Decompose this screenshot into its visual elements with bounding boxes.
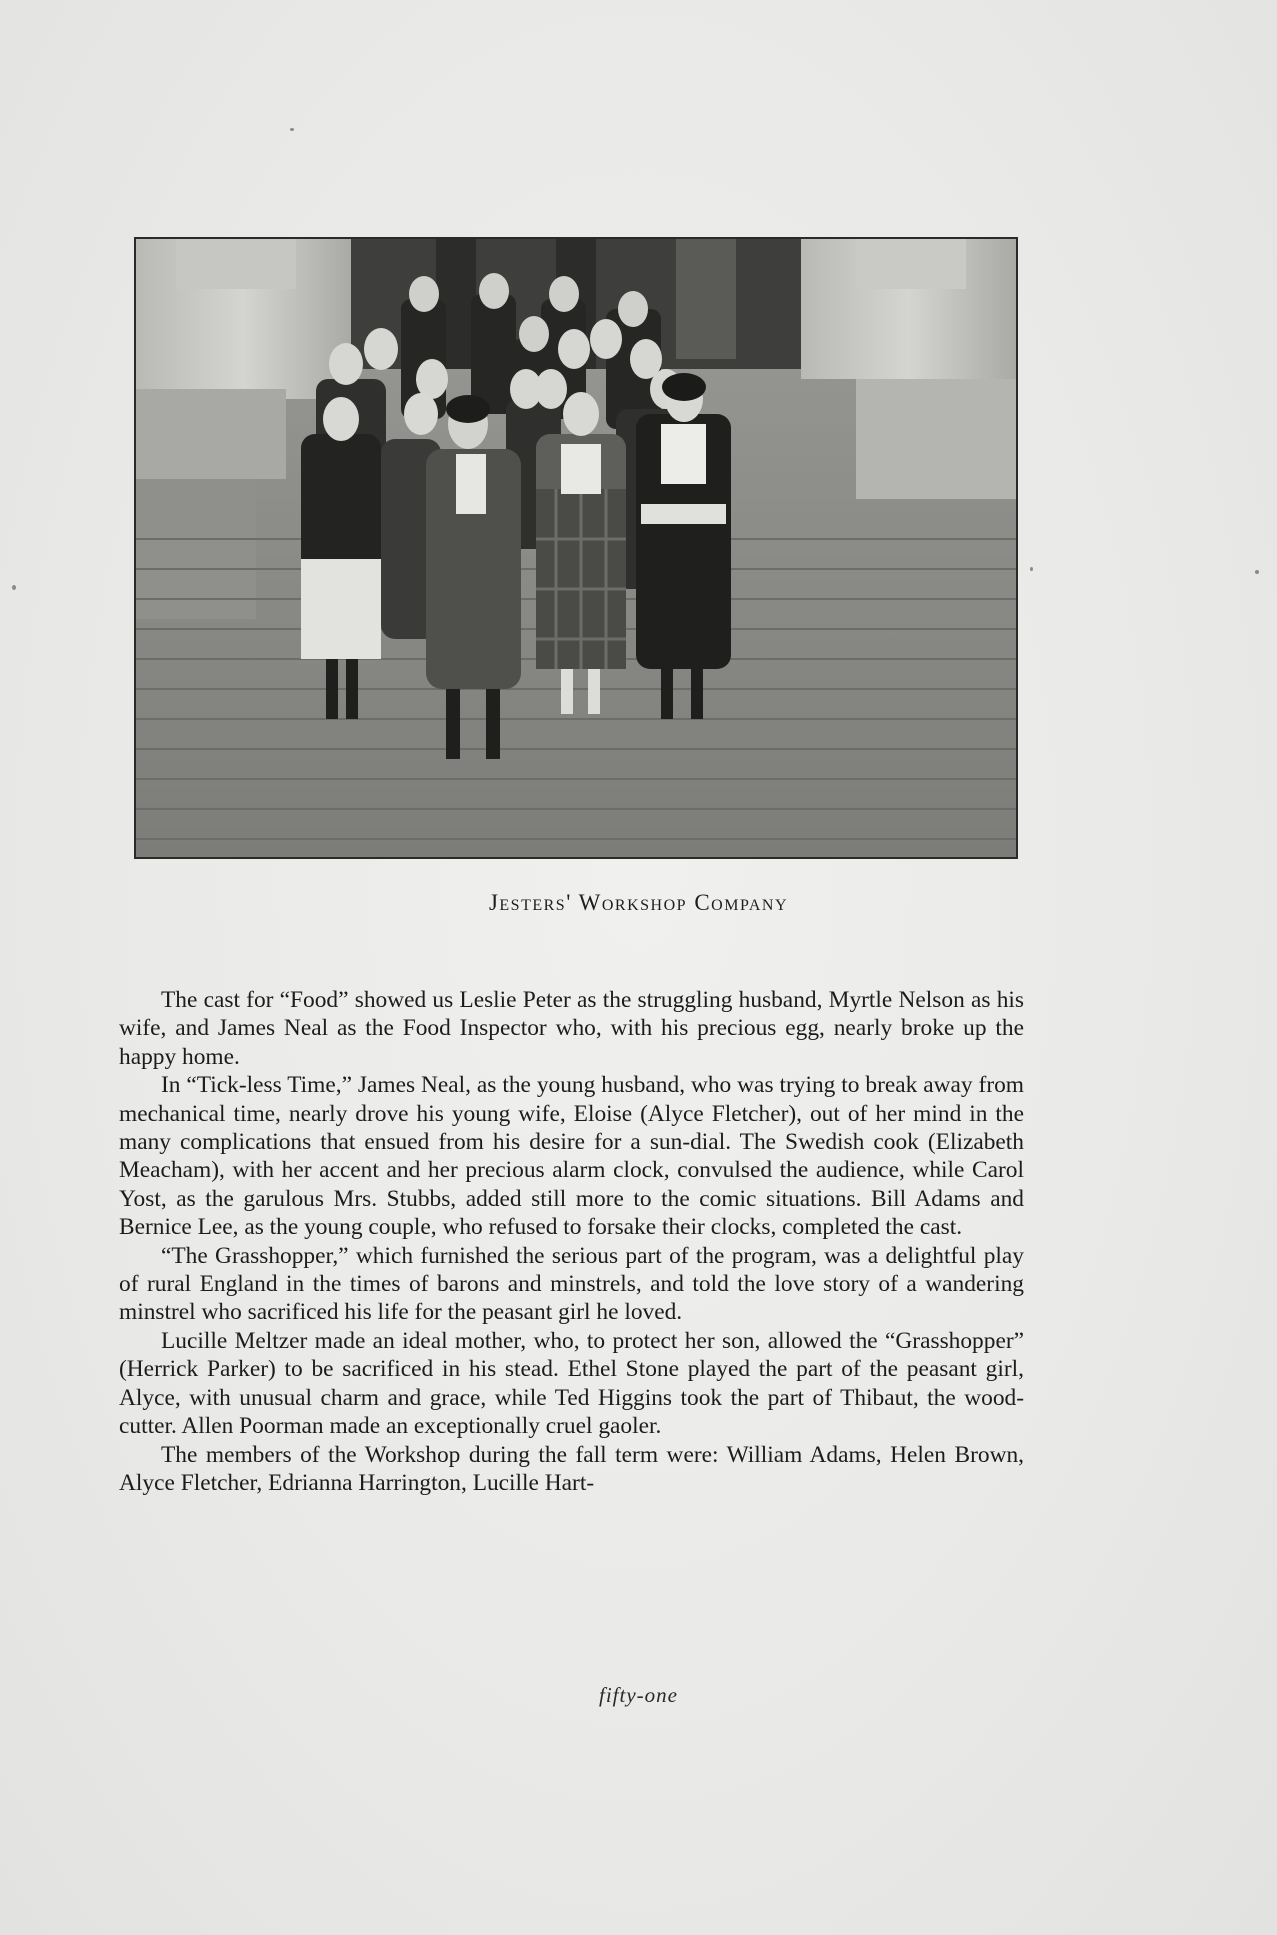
article-body (119, 986, 1024, 1497)
paragraph-cast-grasshopper: Lucille Meltzer made an ideal mother, who, to protect her son, allowed the “Grasshopper” (Herrick Parker) to be sacrificed in his stead. Ethel Stone played the part of the peasant girl, Alyce, with unusual charm and grace, while Ted Higgins took the part of Thibaut, the wood-cutter. Allen Poorman made an exceptionally cruel gaoler. (119, 1327, 1024, 1440)
group-photograph-icon (136, 239, 1016, 857)
paragraph-tickless-time: In “Tick-less Time,” James Neal, as the young husband, who was trying to break away from mechanical time, nearly drove his young wife, Eloise (Alyce Fletcher), out of her mind in the many complications that ensued from his desire for a sun-dial. The Swedish cook (Elizabeth Meacham), with her accent and her precious alarm clock, convulsed the audience, while Carol Yost, as the garulous Mrs. Stubbs, added still more to the comic situations. Bill Adams and Bernice Lee, as the young couple, who refused to forsake their clocks, completed the cast. (119, 1072, 1024, 1241)
paper-speck (12, 585, 16, 590)
paper-speck (290, 128, 294, 131)
paper-speck (1030, 567, 1033, 571)
page-number: fifty-one (599, 1683, 678, 1707)
photo-caption: Jesters' Workshop Company (488, 890, 789, 915)
paragraph-food: The cast for “Food” showed us Leslie Peter as the struggling husband, Myrtle Nelson as his wife, and James Neal as the Food Inspector who, with his precious egg, nearly broke up the happy home. (119, 987, 1024, 1070)
paper-speck (1255, 570, 1259, 574)
paragraph-members: The members of the Workshop during the fall term were: William Adams, Helen Brown, Alyce Fletcher, Edrianna Harrington, Lucille Hart- (119, 1441, 1024, 1496)
paragraph-grasshopper: “The Grasshopper,” which furnished the serious part of the program, was a delightful play of rural England in the times of barons and minstrels, and told the love story of a wandering minstrel who sacrificed his life for the peasant girl he loved. (119, 1242, 1024, 1326)
group-photograph (134, 237, 1018, 859)
